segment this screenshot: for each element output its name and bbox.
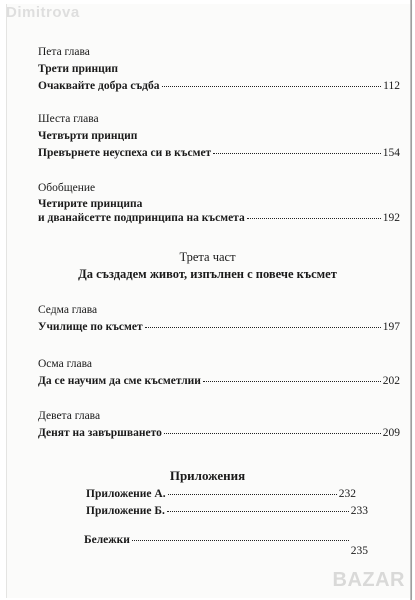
toc-entry-label: Денят на завършването (38, 427, 162, 439)
toc-entry[interactable] (86, 489, 356, 501)
toc-entry-label: Превърнете неуспеха си в късмет (38, 147, 212, 159)
part-title: Трета част (179, 250, 236, 264)
toc-entry[interactable] (38, 213, 400, 225)
toc-page-number: 232 (338, 488, 356, 500)
toc-page-number: 197 (382, 321, 400, 333)
toc-page-number: 209 (382, 427, 400, 439)
chapter-heading: Девета глава (38, 410, 101, 422)
chapter-heading: Шеста глава (38, 113, 99, 125)
dot-leader (213, 153, 381, 154)
appendices-title: Приложения (169, 468, 246, 483)
principle-title: Четвърти принцип (38, 130, 138, 142)
chapter-heading: Седма глава (38, 304, 98, 316)
toc-page-number: 112 (383, 80, 400, 92)
dot-leader (145, 327, 381, 328)
watermark-top: Dimitrova (6, 4, 80, 21)
toc-entry[interactable] (38, 81, 400, 93)
toc-entry-label: Училище по късмет (38, 321, 143, 333)
principle-title: Четирите принципа (38, 198, 143, 210)
dot-leader (168, 494, 337, 495)
dot-leader (132, 540, 349, 541)
toc-page-number: 192 (382, 212, 400, 224)
toc-entry-label: Очаквайте добра съдба (38, 80, 160, 92)
toc-page-number: 233 (350, 505, 368, 517)
toc-entry-label: и дванайсетте подпринципа на късмета (38, 212, 245, 224)
toc-page-number: 202 (382, 375, 400, 387)
toc-entry-label: Приложение А. (86, 488, 166, 500)
toc-page-number: 235 (350, 545, 368, 557)
watermark-bottom: BAZAR (332, 569, 405, 591)
toc-entry[interactable] (38, 148, 400, 160)
dot-leader (247, 218, 381, 219)
dot-leader (164, 433, 381, 434)
dot-leader (203, 381, 381, 382)
toc-page-number: 154 (382, 147, 400, 159)
toc-entry[interactable] (84, 534, 368, 557)
chapter-heading: Обобщение (38, 182, 96, 194)
toc-entry[interactable] (38, 376, 400, 388)
principle-title: Трети принцип (38, 63, 119, 75)
toc-entry[interactable] (86, 506, 368, 518)
chapter-heading: Осма глава (38, 358, 92, 370)
dot-leader (167, 511, 349, 512)
toc-entry-label: Бележки (84, 534, 130, 546)
toc-entry-label: Да се научим да сме късметлии (38, 375, 201, 387)
dot-leader (162, 86, 382, 87)
toc-entry-label: Приложение Б. (86, 505, 165, 517)
chapter-heading: Пета глава (38, 46, 90, 58)
toc-entry[interactable] (38, 322, 400, 334)
part-subtitle: Да създадем живот, изпълнен с повече късмет (78, 267, 337, 281)
toc-entry[interactable] (38, 428, 400, 440)
page-edge-shadow (410, 0, 412, 600)
